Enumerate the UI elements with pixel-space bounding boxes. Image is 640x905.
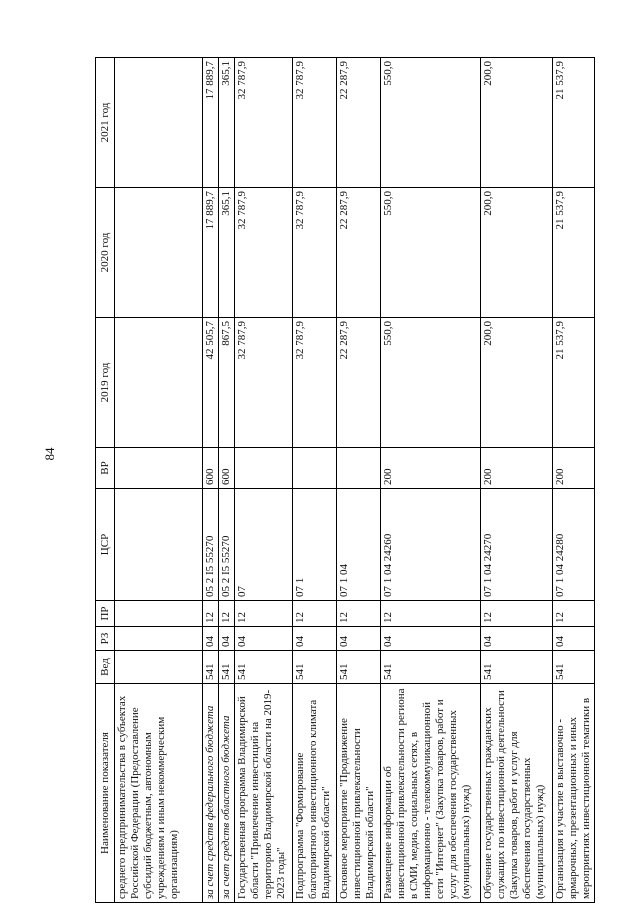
table-header-row <box>96 58 115 903</box>
cell-pr: 12 <box>219 601 235 627</box>
cell-2020: 200,0 <box>481 188 553 318</box>
cell-vr <box>293 448 337 489</box>
table-row <box>115 58 203 903</box>
cell-pr: 12 <box>553 601 595 627</box>
cell-csr: 05 2 I5 55270 <box>219 489 235 601</box>
cell-vr: 200 <box>381 448 481 489</box>
cell-ved: 541 <box>381 651 481 684</box>
cell-name: за счет средств федерального бюджета <box>203 684 219 903</box>
table-row <box>293 58 337 903</box>
cell-rz: 04 <box>481 627 553 651</box>
cell-pr: 12 <box>337 601 381 627</box>
table-row <box>203 58 219 903</box>
cell-2019: 32 787,9 <box>235 318 293 448</box>
cell-2019: 867,5 <box>219 318 235 448</box>
cell-ved: 541 <box>203 651 219 684</box>
cell-2019: 42 505,7 <box>203 318 219 448</box>
cell-rz: 04 <box>219 627 235 651</box>
table-row <box>381 58 481 903</box>
cell-2021: 21 537,9 <box>553 58 595 188</box>
cell-ved: 541 <box>553 651 595 684</box>
cell-rz: 04 <box>293 627 337 651</box>
cell-csr: 07 <box>235 489 293 601</box>
cell-2021: 32 787,9 <box>235 58 293 188</box>
cell-2019: 22 287,9 <box>337 318 381 448</box>
cell-vr <box>235 448 293 489</box>
cell-name: Государственная программа Владимирской области "Привлечение инвестиций на территорию Владимирской области на 2019-2023 годы" <box>235 684 293 903</box>
cell-name: среднего предпринимательства в субъектах Российской Федерации (Предоставление субсидий бюджетным, автономным учреждениям и иным некоммерческим организациям) <box>115 684 203 903</box>
cell-rz: 04 <box>235 627 293 651</box>
cell-name: за счет средств областного бюджета <box>219 684 235 903</box>
cell-csr: 07 1 04 24270 <box>481 489 553 601</box>
header-vr: ВР <box>96 448 115 489</box>
header-2020: 2020 год <box>96 188 115 318</box>
cell-pr <box>115 601 203 627</box>
cell-ved: 541 <box>219 651 235 684</box>
cell-2021: 365,1 <box>219 58 235 188</box>
cell-2020: 22 287,9 <box>337 188 381 318</box>
cell-rz: 04 <box>203 627 219 651</box>
cell-2019: 32 787,9 <box>293 318 337 448</box>
table-row <box>553 58 595 903</box>
cell-2020: 32 787,9 <box>293 188 337 318</box>
table-rotated-wrapper <box>95 58 616 903</box>
cell-vr: 600 <box>203 448 219 489</box>
table-row <box>481 58 553 903</box>
cell-csr: 07 1 04 24260 <box>381 489 481 601</box>
cell-csr <box>115 489 203 601</box>
cell-2021: 550,0 <box>381 58 481 188</box>
table-row <box>219 58 235 903</box>
header-name: Наименование показателя <box>96 684 115 903</box>
cell-name: Организация и участие в выставочно - ярмарочных, презентационных и иных мероприятиях инвестиционной тематики в <box>553 684 595 903</box>
cell-2019: 21 537,9 <box>553 318 595 448</box>
cell-2019: 550,0 <box>381 318 481 448</box>
cell-2019 <box>115 318 203 448</box>
cell-csr: 07 1 04 24280 <box>553 489 595 601</box>
cell-2020 <box>115 188 203 318</box>
cell-2021: 22 287,9 <box>337 58 381 188</box>
cell-ved: 541 <box>337 651 381 684</box>
cell-2020: 17 889,7 <box>203 188 219 318</box>
cell-ved <box>115 651 203 684</box>
cell-2019: 200,0 <box>481 318 553 448</box>
cell-2020: 550,0 <box>381 188 481 318</box>
cell-2021 <box>115 58 203 188</box>
cell-2020: 365,1 <box>219 188 235 318</box>
cell-ved: 541 <box>293 651 337 684</box>
cell-2020: 32 787,9 <box>235 188 293 318</box>
cell-name: Размещение информации об инвестиционной привлекательности региона в СМИ, медиа, социальных сетях, в информационно - телекоммуникационной сети "Интернет" (Закупка товаров, работ и услуг для обеспечения государственных (муниципальных) нужд) <box>381 684 481 903</box>
cell-csr: 07 1 <box>293 489 337 601</box>
cell-name: Основное мероприятие "Продвижение инвестиционной привлекательности Владимирской области" <box>337 684 381 903</box>
cell-rz: 04 <box>337 627 381 651</box>
header-2019: 2019 год <box>96 318 115 448</box>
cell-ved: 541 <box>481 651 553 684</box>
cell-name: Обучение государственных гражданских служащих по инвестиционной деятельности (Закупка товаров, работ и услуг для обеспечения государственных (муниципальных) нужд) <box>481 684 553 903</box>
cell-vr: 600 <box>219 448 235 489</box>
cell-rz: 04 <box>381 627 481 651</box>
cell-rz: 04 <box>553 627 595 651</box>
header-rz: РЗ <box>96 627 115 651</box>
header-csr: ЦСР <box>96 489 115 601</box>
header-pr: ПР <box>96 601 115 627</box>
cell-csr: 05 2 I5 55270 <box>203 489 219 601</box>
cell-rz <box>115 627 203 651</box>
cell-2020: 21 537,9 <box>553 188 595 318</box>
cell-vr <box>337 448 381 489</box>
cell-pr: 12 <box>381 601 481 627</box>
cell-2021: 32 787,9 <box>293 58 337 188</box>
header-ved: Вед <box>96 651 115 684</box>
table-area <box>95 58 640 899</box>
cell-pr: 12 <box>293 601 337 627</box>
cell-vr: 200 <box>481 448 553 489</box>
table-body <box>115 58 595 903</box>
cell-2021: 17 889,7 <box>203 58 219 188</box>
cell-vr <box>115 448 203 489</box>
page-number: 84 <box>42 447 57 461</box>
table-row <box>235 58 293 903</box>
header-2021: 2021 год <box>96 58 115 188</box>
cell-name: Подпрограмма "Формирование благоприятного инвестиционного климата Владимирской области" <box>293 684 337 903</box>
cell-pr: 12 <box>481 601 553 627</box>
table-row <box>337 58 381 903</box>
cell-csr: 07 1 04 <box>337 489 381 601</box>
budget-table <box>95 57 595 903</box>
cell-pr: 12 <box>235 601 293 627</box>
cell-2021: 200,0 <box>481 58 553 188</box>
cell-pr: 12 <box>203 601 219 627</box>
cell-ved: 541 <box>235 651 293 684</box>
cell-vr: 200 <box>553 448 595 489</box>
